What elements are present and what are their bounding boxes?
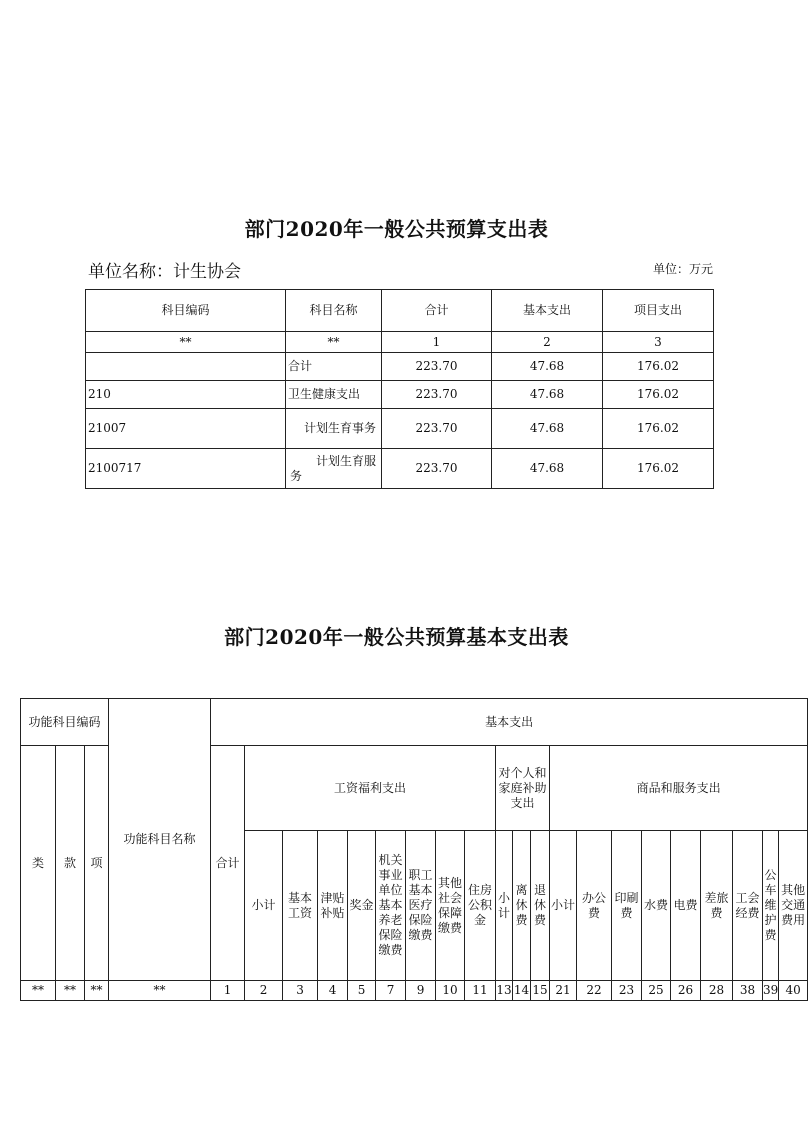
transport-fee-header: 其他交通费用 <box>779 831 808 981</box>
index-cell: 14 <box>513 981 531 1001</box>
index-cell: ** <box>56 981 85 1001</box>
personal-group-header: 对个人和家庭补助支出 <box>496 746 550 831</box>
currency-unit: 单位：万元 <box>652 262 713 276</box>
car-maintenance-header: 公车维护费 <box>763 831 779 981</box>
table1-title: 部门2020年一般公共预算支出表 <box>244 217 549 241</box>
header-row <box>21 699 808 746</box>
personal-subtotal-header: 小计 <box>496 831 513 981</box>
table-header-row <box>86 290 714 332</box>
project-cell: 176.02 <box>603 449 714 489</box>
table2-title: 部门2020年一般公共预算基本支出表 <box>224 625 569 649</box>
bonus-header: 奖金 <box>348 831 376 981</box>
index-cell: ** <box>21 981 56 1001</box>
index-cell: ** <box>86 332 286 353</box>
header-cell: 科目编码 <box>86 290 286 332</box>
basic-expenditure-table <box>20 698 808 1001</box>
wage-group-header: 工资福利支出 <box>245 746 496 831</box>
goods-subtotal-header: 小计 <box>550 831 577 981</box>
retirement-header: 离休费 <box>513 831 531 981</box>
total-header: 合计 <box>211 746 245 981</box>
index-cell: 9 <box>406 981 436 1001</box>
kuan-header: 款 <box>56 746 85 981</box>
project-cell: 176.02 <box>603 409 714 449</box>
func-name-header: 功能科目名称 <box>109 699 211 981</box>
func-code-header: 功能科目编码 <box>21 699 109 746</box>
index-row <box>21 981 808 1001</box>
total-cell: 223.70 <box>382 449 492 489</box>
name-cell: 合计 <box>286 353 382 381</box>
office-fee-header: 办公费 <box>577 831 612 981</box>
retirement2-header: 退休费 <box>531 831 550 981</box>
name-cell: 计划生育事务 <box>286 409 382 449</box>
header-cell: 基本支出 <box>492 290 603 332</box>
index-cell: 4 <box>318 981 348 1001</box>
travel-fee-header: 差旅费 <box>701 831 733 981</box>
index-cell: ** <box>85 981 109 1001</box>
header-cell: 项目支出 <box>603 290 714 332</box>
index-cell: 2 <box>492 332 603 353</box>
table-row <box>86 381 714 409</box>
index-cell: 5 <box>348 981 376 1001</box>
total-cell: 223.70 <box>382 409 492 449</box>
power-fee-header: 电费 <box>671 831 701 981</box>
other-social-header: 其他社会保障缴费 <box>436 831 465 981</box>
medical-insurance-header: 职工基本医疗保险缴费 <box>406 831 436 981</box>
lei-header: 类 <box>21 746 56 981</box>
wage-subtotal-header: 小计 <box>245 831 283 981</box>
unit-name: 单位名称：计生协会 <box>88 262 241 282</box>
index-cell: 2 <box>245 981 283 1001</box>
index-cell: 22 <box>577 981 612 1001</box>
housing-fund-header: 住房公积金 <box>465 831 496 981</box>
index-cell: 21 <box>550 981 577 1001</box>
index-cell: ** <box>109 981 211 1001</box>
index-row <box>86 332 714 353</box>
name-cell: 卫生健康支出 <box>286 381 382 409</box>
basic-cell: 47.68 <box>492 409 603 449</box>
index-cell: 23 <box>612 981 642 1001</box>
total-cell: 223.70 <box>382 381 492 409</box>
code-cell: 21007 <box>86 409 286 449</box>
allowance-header: 津贴补贴 <box>318 831 348 981</box>
header-cell: 科目名称 <box>286 290 382 332</box>
project-cell: 176.02 <box>603 353 714 381</box>
index-cell: 1 <box>382 332 492 353</box>
index-cell: 15 <box>531 981 550 1001</box>
code-cell <box>86 353 286 381</box>
union-fee-header: 工会经费 <box>733 831 763 981</box>
water-fee-header: 水费 <box>642 831 671 981</box>
index-cell: 1 <box>211 981 245 1001</box>
index-cell: 7 <box>376 981 406 1001</box>
total-cell: 223.70 <box>382 353 492 381</box>
table-row <box>86 449 714 489</box>
table-row <box>86 353 714 381</box>
printing-fee-header: 印刷费 <box>612 831 642 981</box>
index-cell: 38 <box>733 981 763 1001</box>
basic-salary-header: 基本工资 <box>283 831 318 981</box>
index-cell: 3 <box>283 981 318 1001</box>
basic-cell: 47.68 <box>492 449 603 489</box>
index-cell: 13 <box>496 981 513 1001</box>
index-cell: 3 <box>603 332 714 353</box>
project-cell: 176.02 <box>603 381 714 409</box>
xiang-header: 项 <box>85 746 109 981</box>
index-cell: 11 <box>465 981 496 1001</box>
index-cell: 40 <box>779 981 808 1001</box>
index-cell: ** <box>286 332 382 353</box>
pension-header: 机关事业单位基本养老保险缴费 <box>376 831 406 981</box>
header-cell: 合计 <box>382 290 492 332</box>
index-cell: 26 <box>671 981 701 1001</box>
name-cell: 计划生育服务 <box>286 449 382 489</box>
index-cell: 25 <box>642 981 671 1001</box>
basic-header: 基本支出 <box>211 699 808 746</box>
index-cell: 10 <box>436 981 465 1001</box>
goods-group-header: 商品和服务支出 <box>550 746 808 831</box>
index-cell: 39 <box>763 981 779 1001</box>
table-row <box>86 409 714 449</box>
code-cell: 2100717 <box>86 449 286 489</box>
basic-cell: 47.68 <box>492 353 603 381</box>
budget-expenditure-table <box>85 289 714 489</box>
code-cell: 210 <box>86 381 286 409</box>
basic-cell: 47.68 <box>492 381 603 409</box>
index-cell: 28 <box>701 981 733 1001</box>
